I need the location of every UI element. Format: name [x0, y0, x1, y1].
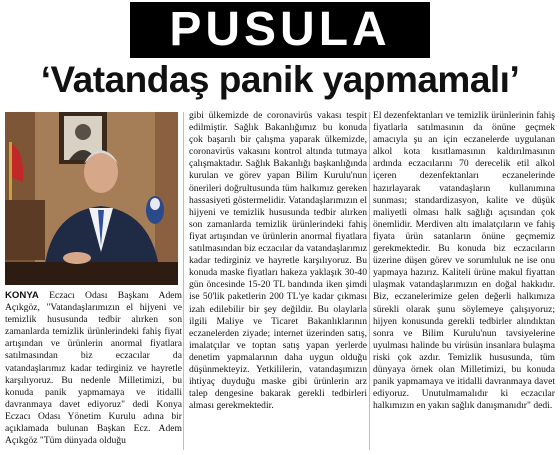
column-divider-1 — [183, 112, 184, 450]
lead-keyword: KONYA — [5, 290, 39, 301]
masthead — [130, 2, 430, 58]
article-column-1 — [5, 290, 182, 452]
article-lead-paragraph — [5, 290, 182, 447]
article-column-2 — [189, 110, 367, 452]
masthead-title: PUSULA — [169, 3, 391, 56]
article-column-3 — [373, 110, 555, 452]
column-2-text: gibi ülkemizde de coronavirüs vakası tespit edilmiştir. Sağlık Bakanlığımız bu konuda çok başarılı bir çalışma yaparak ülkemizde, coronavirüs vakasını kontrol altında tutmaya çalışmaktadır. Sağlık Bakanlığı başkanlığında kurulan ve görev yapan Bilim Kurulu'nun önerileri doğrultusunda tüm halkımız gereken hassasiyeti göstermelidir. Vatandaşlarımızın el hijyeni ve temizlik hususunda tedbir alırken son zamanlarda temizlik ürünlerindeki fahiş fiyat artışından ve ürünlerin anormal fiyatlara satılmasından biz eczacılar da vatandaşlarımız kadar tedirginiz ve hayretle karşılıyoruz. Bu konuda maske fiyatları hakeza yaklaşık 30-40 gün öncesinde 15-20 TL bandında iken şimdi ise 50'lik paketlerin 200 TL'ye kadar çıkması izah edilebilir bir şey değildir. Bu olaylarla ilgili Maliye ve Ticaret Bakanlıklarının eczanelerden ziyade; internet üzerinden satış, imalatçılar ve toptan satış yapan yerlerde denetim yapmalarının daha uygun olduğu düşünmekteyiz. Yetkililerin, vatandaşımızın ihtiyaç duyduğu maske gibi ürünlerin arz talep dengesine bakarak gerekli tedbirleri alması gerekmektedir. — [189, 110, 367, 412]
column-divider-2 — [369, 112, 370, 450]
portrait-illustration — [5, 112, 178, 285]
article-photo — [5, 112, 178, 285]
column-1-text: Eczacı Odası Başkanı Adem Açıkgöz, "Vatandaşlarımızın el hijyeni ve temizlik hususunda tedbir alırken son zamanlarda temizlik ürünlerindeki fahiş fiyat artışından ve ürünlerin anormal fiyatlara satılmasından biz eczacılar da vatandaşlarımız kadar tedirginiz ve hayretle karşılıyoruz. Bu nedenle Milletimizi, bu konuda panik yapmamaya ve itidalli davranmaya davet ediyoruz" dedi Konya Eczacı Odası Yönetim Kurulu adına bir açıklamada bulunan Başkan Ecz. Adem Açıkgöz "Tüm dünyada olduğu — [5, 290, 182, 447]
column-3-text: El dezenfektanları ve temizlik ürünlerinin fahiş fiyatlarla satılmasının da önüne geçmek amacıyla şu an için eczanelerde uygulanan alkol kota kısıtlamasının kaldırılmasının ardında eczacılarını 70 derecelik etil alkol içeren dezenfektanları eczanelerinde hazırlayarak vatandaşların kullanımına sunması; standardizasyon, kalite ve düşük maliyetli olması halk sağlığı açısından çok önemlidir. Merdiven altı imalatçıların ve fahiş fiyata ürün satanların önüne geçmemiz gerekmektedir. Bu konuda biz eczacıların üzerine düşen görev ve sorumluluk ne ise onu yapmaya hazırız. Kaliteli ürüne makul fiyattan ulaşmak vatandaşlarımızın en doğal hakkıdır. Biz, eczanelerimize gelen değerli halkımıza sürekli olarak şunu söylemeye çalışıyoruz; hijyen konusunda gerekli tedbirler alındıktan sonra ve Bilim Kurulu'nun tavsiyelerine uyulması halinde bu virüsün insanlara bulaşma riski çok azdır. Temizlik hususunda, tüm dünyaya örnek olan Milletimizi, bu konuda panik yapmamaya ve itidalli davranmaya davet ediyoruz. Unutulmamalıdır ki eczacılar halkımızın en yakın sağlık danışmanıdır" dedi. — [373, 110, 555, 412]
headline: ‘Vatandaş panik yapmamalı’ — [40, 59, 520, 100]
